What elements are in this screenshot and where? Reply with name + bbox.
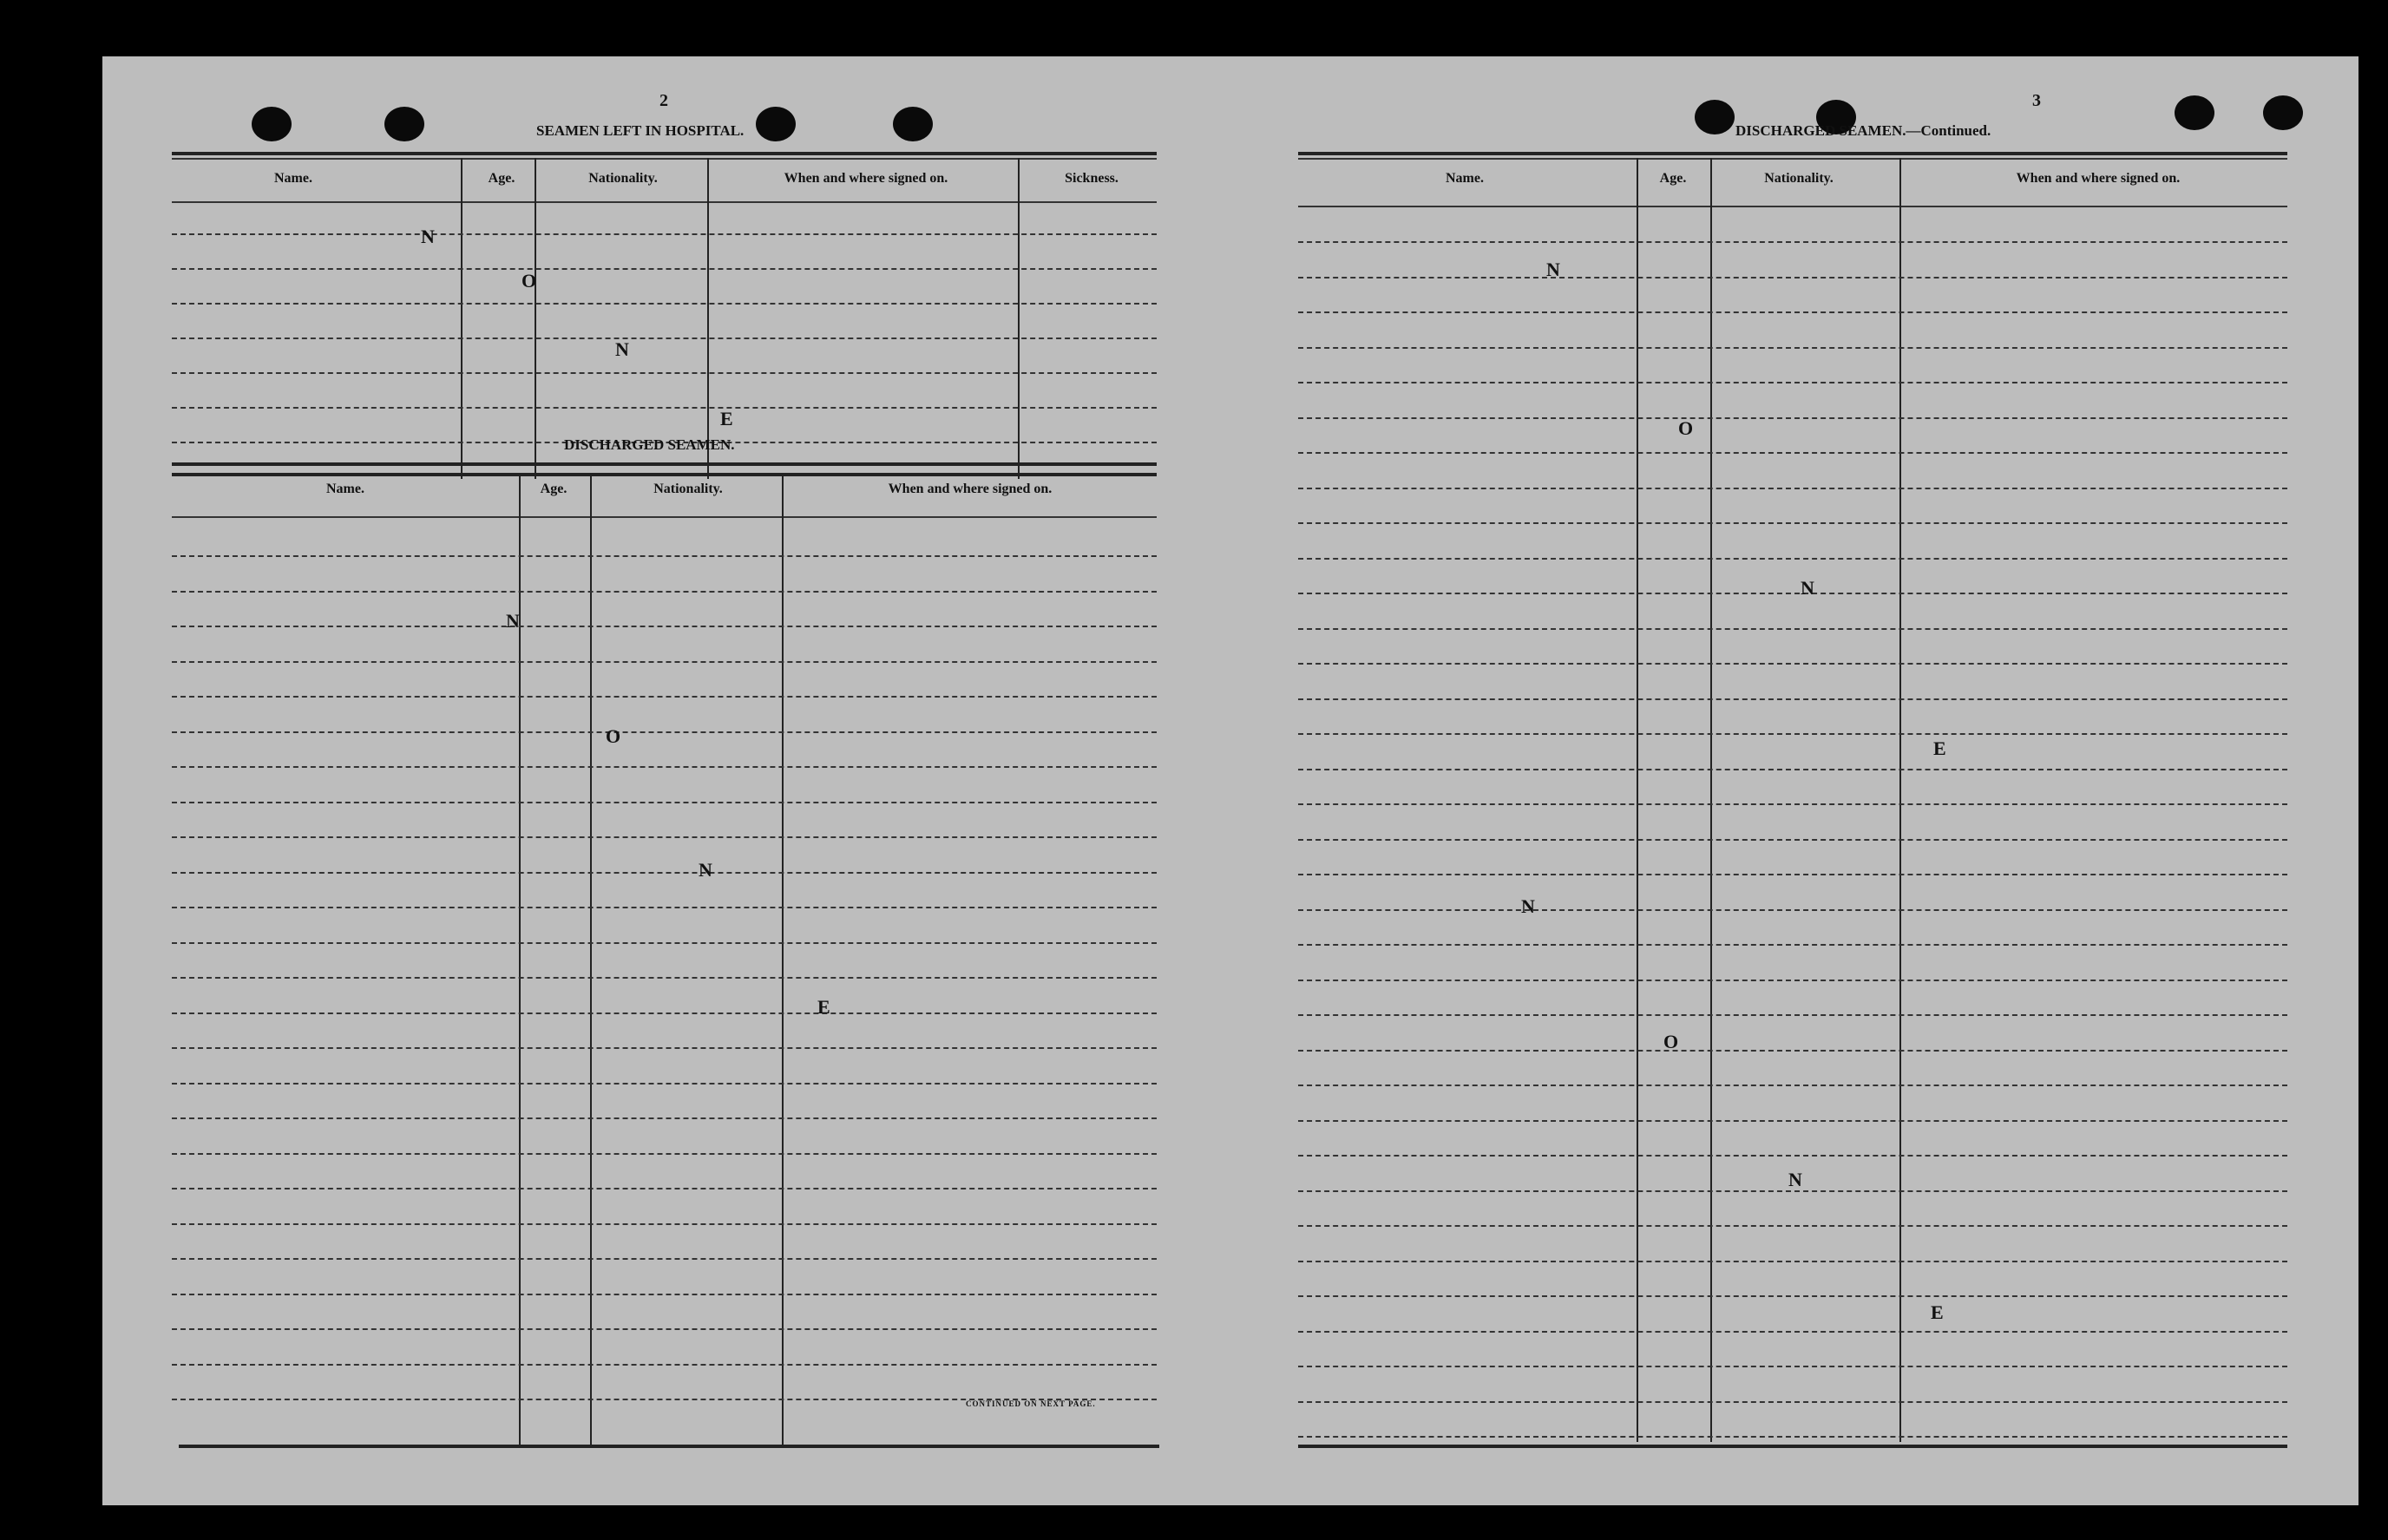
ruled-line <box>172 591 1157 593</box>
col-when-where: When and where signed on. <box>784 171 948 186</box>
ruled-line <box>1298 558 2287 560</box>
ruled-line <box>1298 698 2287 700</box>
column-divider <box>782 473 784 1445</box>
column-divider <box>707 158 709 479</box>
ruled-line <box>1298 1085 2287 1086</box>
header-rule <box>172 158 1157 160</box>
col-nationality: Nationality. <box>588 171 658 186</box>
punch-hole <box>1695 100 1735 134</box>
ruled-line <box>172 696 1157 698</box>
column-divider <box>461 158 463 479</box>
ruled-line <box>172 1047 1157 1049</box>
ruled-line <box>1298 1261 2287 1262</box>
ruled-line <box>1298 347 2287 349</box>
ruled-line <box>1298 769 2287 770</box>
ruled-line <box>172 907 1157 908</box>
ruled-line <box>172 1188 1157 1189</box>
ruled-line <box>1298 803 2287 805</box>
ruled-line <box>172 766 1157 768</box>
hospital-section-title: SEAMEN LEFT IN HOSPITAL. <box>536 122 745 139</box>
ruled-line <box>1298 980 2287 981</box>
right-page <box>1222 56 2358 1505</box>
ruled-line <box>1298 417 2287 419</box>
cancel-mark: O <box>1663 1031 1679 1052</box>
ruled-line <box>172 337 1157 339</box>
bottom-rule <box>1298 1445 2287 1448</box>
ruled-line <box>1298 488 2287 489</box>
cancel-mark: O <box>522 270 537 292</box>
cancel-mark: N <box>615 338 629 360</box>
punch-hole <box>2175 95 2214 130</box>
header-rule <box>172 152 1157 155</box>
ruled-line <box>172 1364 1157 1366</box>
header-rule <box>1298 152 2287 155</box>
cancel-mark: N <box>1546 259 1560 280</box>
cancel-mark: N <box>699 859 712 881</box>
ruled-line <box>172 977 1157 979</box>
cancel-mark: N <box>421 226 435 247</box>
ruled-line <box>1298 1436 2287 1438</box>
ruled-line <box>1298 874 2287 875</box>
column-divider <box>535 158 536 479</box>
column-divider <box>1637 158 1638 1442</box>
ruled-line <box>172 1294 1157 1295</box>
column-header-rule <box>172 201 1157 203</box>
ruled-line <box>172 942 1157 944</box>
punch-hole <box>756 107 796 141</box>
page-number: 3 <box>2032 91 2041 110</box>
column-divider <box>1018 158 1020 479</box>
ruled-line <box>1298 1014 2287 1016</box>
punch-hole <box>893 107 933 141</box>
cancel-mark: N <box>1788 1169 1802 1190</box>
column-divider <box>1899 158 1901 1442</box>
col-nationality: Nationality. <box>653 482 723 496</box>
ruled-line <box>1298 944 2287 946</box>
ruled-line <box>172 802 1157 803</box>
ruled-line <box>1298 1401 2287 1403</box>
ruled-line <box>172 1153 1157 1155</box>
cancel-mark: E <box>1931 1301 1944 1323</box>
col-name: Name. <box>1446 171 1484 186</box>
ruled-line <box>1298 277 2287 279</box>
ruled-line <box>1298 663 2287 665</box>
section-rule <box>172 462 1157 466</box>
ruled-line <box>172 1083 1157 1085</box>
col-age: Age. <box>1659 171 1687 186</box>
ruled-line <box>172 626 1157 627</box>
ruled-line <box>172 233 1157 235</box>
col-name: Name. <box>274 171 312 186</box>
col-when-where: When and where signed on. <box>888 482 1053 496</box>
continued-footer: CONTINUED ON NEXT PAGE. <box>966 1399 1096 1408</box>
ruled-line <box>1298 241 2287 243</box>
column-divider <box>1710 158 1712 1442</box>
ruled-line <box>1298 839 2287 841</box>
document-sheet <box>102 56 2358 1505</box>
ruled-line <box>172 1328 1157 1330</box>
col-sickness: Sickness. <box>1065 171 1119 186</box>
column-divider <box>590 473 592 1445</box>
col-age: Age. <box>488 171 515 186</box>
ruled-line <box>172 1223 1157 1225</box>
section-rule <box>172 473 1157 476</box>
ruled-line <box>1298 452 2287 454</box>
ruled-line <box>1298 628 2287 630</box>
cancel-mark: E <box>1933 737 1946 759</box>
ruled-line <box>1298 1120 2287 1122</box>
ruled-line <box>172 268 1157 270</box>
ruled-line <box>1298 1050 2287 1052</box>
ruled-line <box>1298 522 2287 524</box>
ruled-line <box>172 372 1157 374</box>
ruled-line <box>172 555 1157 557</box>
cancel-mark: N <box>1521 895 1535 917</box>
cancel-mark: E <box>720 408 733 429</box>
ruled-line <box>1298 733 2287 735</box>
left-page <box>102 56 1183 1505</box>
ruled-line <box>1298 1366 2287 1367</box>
ruled-line <box>172 407 1157 409</box>
cancel-mark: E <box>817 996 830 1018</box>
discharged-section-title: DISCHARGED SEAMEN. <box>564 436 735 453</box>
col-name: Name. <box>326 482 364 496</box>
page-number: 2 <box>659 91 668 110</box>
ruled-line <box>172 1117 1157 1119</box>
ruled-line <box>1298 909 2287 911</box>
ruled-line <box>1298 382 2287 383</box>
punch-hole <box>2263 95 2303 130</box>
ruled-line <box>1298 1331 2287 1333</box>
ruled-line <box>172 872 1157 874</box>
ruled-line <box>172 303 1157 305</box>
bottom-rule <box>179 1445 1159 1448</box>
column-header-rule <box>1298 206 2287 207</box>
punch-hole <box>252 107 292 141</box>
ruled-line <box>172 731 1157 733</box>
discharged-continued-title: DISCHARGED SEAMEN.—Continued. <box>1735 122 1991 139</box>
cancel-mark: N <box>1801 577 1814 599</box>
ruled-line <box>1298 1295 2287 1297</box>
ruled-line <box>1298 1225 2287 1227</box>
ruled-line <box>172 836 1157 838</box>
col-age: Age. <box>540 482 567 496</box>
header-rule <box>1298 158 2287 160</box>
cancel-mark: O <box>606 725 621 747</box>
ruled-line <box>172 1012 1157 1014</box>
ruled-line <box>1298 311 2287 313</box>
col-nationality: Nationality. <box>1764 171 1834 186</box>
ruled-line <box>172 1258 1157 1260</box>
ruled-line <box>1298 1155 2287 1157</box>
cancel-mark: N <box>506 610 520 632</box>
col-when-where: When and where signed on. <box>2016 171 2181 186</box>
column-header-rule <box>172 516 1157 518</box>
punch-hole <box>384 107 424 141</box>
cancel-mark: O <box>1678 417 1694 439</box>
ruled-line <box>1298 593 2287 594</box>
ruled-line <box>172 661 1157 663</box>
